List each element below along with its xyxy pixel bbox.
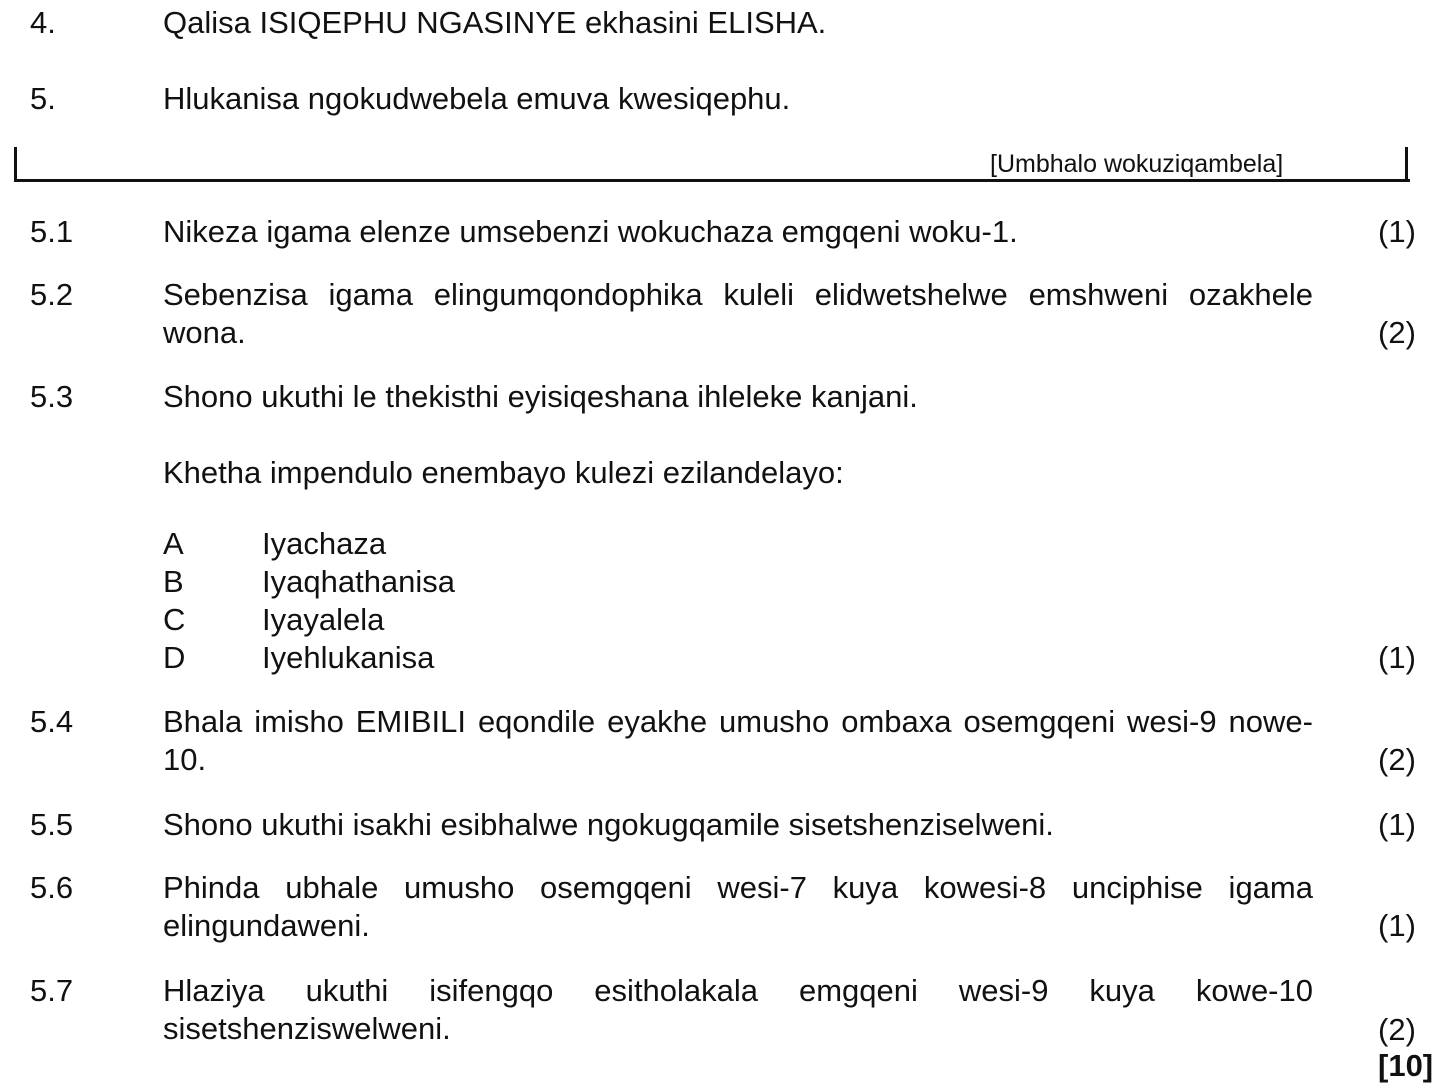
- option-letter: D: [163, 640, 186, 675]
- question-text: Shono ukuthi le thekisthi eyisiqeshana ihleleke kanjani.: [163, 379, 918, 414]
- question-number: 5.1: [30, 214, 74, 249]
- question-number: 5.2: [30, 277, 74, 312]
- question-number: 5.7: [30, 973, 74, 1008]
- option-text: Iyaqhathanisa: [262, 564, 456, 599]
- text-box-left-edge: [14, 147, 17, 181]
- question-number: 5.6: [30, 870, 74, 905]
- question-number: 5.5: [30, 807, 74, 842]
- text-box-right-edge: [1405, 147, 1408, 181]
- question-mark: (2): [1378, 315, 1416, 350]
- question-text: Shono ukuthi isakhi esibhalwe ngokugqamile sisetshenziselweni.: [163, 807, 1054, 842]
- section-total: [10]: [1378, 1048, 1433, 1083]
- question-number: 5.4: [30, 704, 74, 739]
- option-text: Iyayalela: [262, 602, 385, 637]
- option-letter: A: [163, 526, 184, 561]
- option-text: Iyachaza: [262, 526, 387, 561]
- instruction-text: Qalisa ISIQEPHU NGASINYE ekhasini ELISHA.: [163, 5, 827, 40]
- question-mark: (1): [1378, 908, 1416, 943]
- question-subtext: Khetha impendulo enembayo kulezi ezilandelayo:: [163, 455, 844, 490]
- question-mark: (1): [1378, 214, 1416, 249]
- question-text: Hlaziya ukuthi isifengqo esitholakala emgqeni wesi-9 kuya kowe-10 sisetshenziswelweni.: [163, 973, 1313, 1046]
- question-text: Sebenzisa igama elingumqondophika kuleli elidwetshelwe emshweni ozakhele wona.: [163, 277, 1313, 350]
- question-mark: (2): [1378, 742, 1416, 777]
- question-text: Nikeza igama elenze umsebenzi wokuchaza emgqeni woku-1.: [163, 214, 1018, 249]
- instruction-number: 4.: [30, 5, 56, 40]
- instruction-number: 5.: [30, 81, 56, 116]
- text-box-caption: [Umbhalo wokuziqambela]: [990, 150, 1284, 178]
- question-text: Bhala imisho EMIBILI eqondile eyakhe umusho ombaxa osemgqeni wesi-9 nowe-10.: [163, 704, 1313, 777]
- question-mark: (2): [1378, 1012, 1416, 1047]
- option-letter: B: [163, 564, 184, 599]
- question-mark: (1): [1378, 807, 1416, 842]
- question-mark: (1): [1378, 640, 1416, 675]
- question-text: Phinda ubhale umusho osemgqeni wesi-7 kuya kowesi-8 unciphise igama elingundaweni.: [163, 870, 1313, 943]
- instruction-text: Hlukanisa ngokudwebela emuva kwesiqephu.: [163, 81, 791, 116]
- option-text: Iyehlukanisa: [262, 640, 435, 675]
- question-number: 5.3: [30, 379, 74, 414]
- option-letter: C: [163, 602, 186, 637]
